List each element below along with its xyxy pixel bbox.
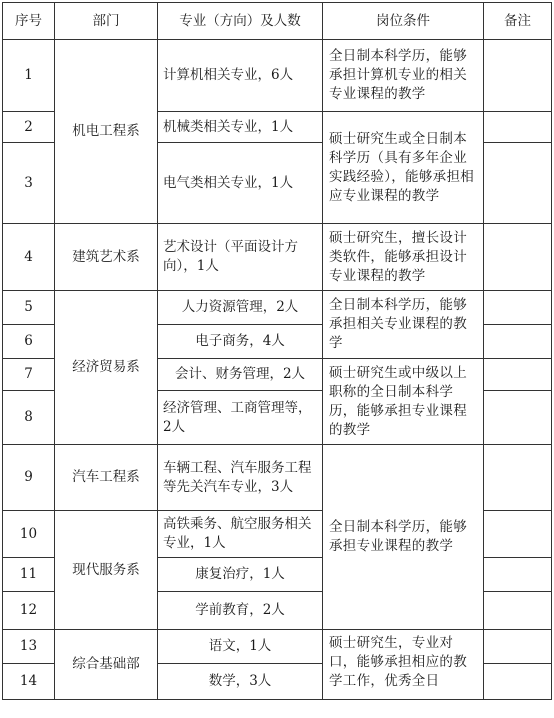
table-row [3,630,552,664]
row-number: 13 [3,630,55,664]
condition-cell: 全日制本科学历，能够承担计算机专业的相关专业课程的教学 [323,40,484,112]
row-number: 14 [3,664,55,700]
header-row [3,3,552,40]
table-row [3,224,552,291]
department-cell: 机电工程系 [55,40,158,224]
row-number: 8 [3,391,55,445]
department-cell: 建筑艺术系 [55,224,158,291]
major-cell: 电子商务，4人 [158,325,323,359]
header-major: 专业（方向）及人数 [158,3,323,40]
row-number: 12 [3,592,55,630]
condition-cell: 硕士研究生，擅长设计类软件，能够承担设计专业课程的教学 [323,224,484,291]
major-cell: 人力资源管理，2人 [158,291,323,325]
remark-cell [484,325,552,359]
row-number: 1 [3,40,55,112]
table-row [3,40,552,112]
row-number: 7 [3,359,55,391]
major-cell: 计算机相关专业，6人 [158,40,323,112]
row-number: 2 [3,112,55,143]
remark-cell [484,511,552,558]
major-cell: 语文，1人 [158,630,323,664]
remark-cell [484,291,552,325]
row-number: 10 [3,511,55,558]
major-cell: 车辆工程、汽车服务工程等先关汽车专业，3人 [158,445,323,511]
row-number: 6 [3,325,55,359]
major-cell: 学前教育，2人 [158,592,323,630]
major-cell: 艺术设计（平面设计方向），1人 [158,224,323,291]
major-cell: 高铁乘务、航空服务相关专业，1人 [158,511,323,558]
table-row [3,291,552,325]
row-number: 3 [3,143,55,224]
department-cell: 经济贸易系 [55,291,158,445]
remark-cell [484,359,552,391]
condition-cell: 全日制本科学历，能够承担专业课程的教学 [323,445,484,630]
remark-cell [484,112,552,143]
row-number: 11 [3,558,55,592]
row-number: 4 [3,224,55,291]
condition-cell: 硕士研究生或全日制本科学历（具有多年企业实践经验），能够承担相应专业课程的教学 [323,112,484,224]
department-cell: 综合基础部 [55,630,158,700]
major-cell: 经济管理、工商管理等，2人 [158,391,323,445]
remark-cell [484,391,552,445]
condition-cell: 硕士研究生，专业对口，能够承担相应的教学工作，优秀全日 [323,630,484,700]
remark-cell [484,143,552,224]
row-number: 5 [3,291,55,325]
header-conditions: 岗位条件 [323,3,484,40]
table-row [3,445,552,511]
major-cell: 会计、财务管理，2人 [158,359,323,391]
header-remarks: 备注 [484,3,552,40]
recruitment-table [2,2,552,700]
row-number: 9 [3,445,55,511]
remark-cell [484,592,552,630]
header-no: 序号 [3,3,55,40]
condition-cell: 硕士研究生或中级以上职称的全日制本科学历，能够承担专业课程的教学 [323,359,484,445]
major-cell: 数学，3人 [158,664,323,700]
remark-cell [484,630,552,664]
condition-cell: 全日制本科学历，能够承担相关专业课程的教学 [323,291,484,359]
major-cell: 机械类相关专业，1人 [158,112,323,143]
remark-cell [484,40,552,112]
major-cell: 电气类相关专业，1人 [158,143,323,224]
remark-cell [484,558,552,592]
major-cell: 康复治疗，1人 [158,558,323,592]
remark-cell [484,445,552,511]
remark-cell [484,224,552,291]
header-department: 部门 [55,3,158,40]
department-cell: 汽车工程系 [55,445,158,511]
remark-cell [484,664,552,700]
department-cell: 现代服务系 [55,511,158,630]
